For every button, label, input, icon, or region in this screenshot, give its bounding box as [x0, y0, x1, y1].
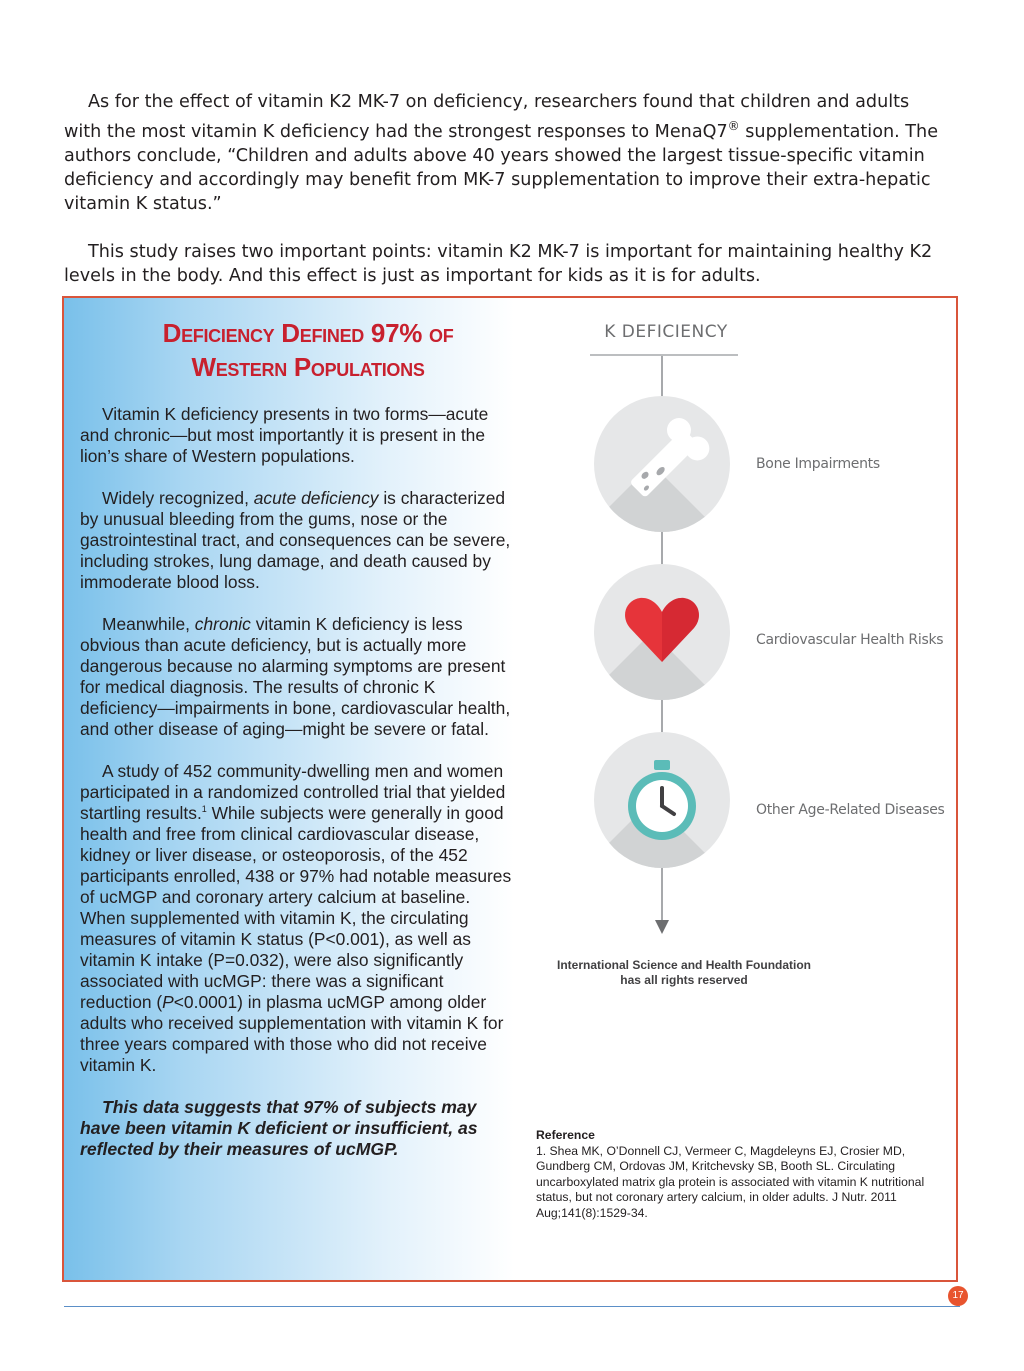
- p3-emphasis: chronic: [194, 614, 251, 634]
- p4-italic-p: P: [162, 992, 174, 1012]
- deficiency-sidebar-box: [62, 296, 958, 1282]
- sidebar-title-line-2: Western Populations: [191, 352, 425, 382]
- reference-text: 1. Shea MK, O’Donnell CJ, Vermeer C, Magdeleyns EJ, Crosier MD, Gundberg CM, Ordovas JM, Kritchevsky SB, Booth SL. Circulating uncarboxylated matrix gla protein is associated with vitamin K nutritional status, but not coronary artery calcium, in older adults. J Nutr. 2011 Aug;141(8):1529-34.: [536, 1143, 925, 1220]
- credit-line-1: International Science and Health Foundation: [556, 958, 812, 972]
- sidebar-title-line-1: [128, 316, 488, 350]
- intro-paragraph-1: [64, 90, 944, 216]
- sidebar-title: [128, 316, 488, 384]
- p2-end: is characterized by unusual bleeding from the gums, nose or the gastrointestinal tract, and consequences can be severe, including strokes, lung damage, and death caused by immoderate blood loss.: [80, 488, 511, 592]
- infographic-credit: [534, 958, 834, 988]
- intro-p1-text-end: supplementation. The authors conclude, “Children and adults above 40 years showed the largest tissue-specific vitamin deficiency and accordingly may benefit from MK-7 supplementation to improve their extra-hepatic vitamin K status.”: [64, 121, 939, 214]
- footer-rule: [64, 1306, 960, 1307]
- p4-middle: While subjects were generally in good health and free from clinical cardiovascular disease, kidney or liver disease, or osteoporosis, of the 452 participants enrolled, 438 or 97% had notable measures of ucMGP and coronary artery calcium at baseline. When supplemented with vitamin K, the circulating measures of vitamin K status (P<0.001), as well as vitamin K intake (P=0.032), were also significantly associated with ucMGP: there was a significant reduction (: [80, 803, 512, 1012]
- sidebar-conclusion: This data suggests that 97% of subjects may have been vitamin K deficient or insufficient, as reflected by their measures of ucMGP.: [80, 1097, 478, 1159]
- registered-mark: ®: [727, 119, 740, 133]
- p2-emphasis: acute deficiency: [253, 488, 379, 508]
- sidebar-paragraph-1: Vitamin K deficiency presents in two forms—acute and chronic—but most importantly it is present in the lion’s share of Western populations.: [80, 404, 489, 466]
- bone-icon: [594, 396, 730, 532]
- p2-start: Widely recognized,: [102, 488, 254, 508]
- label-age-related-diseases: Other Age-Related Diseases: [756, 802, 945, 818]
- reference-block: [536, 1128, 956, 1222]
- infographic-title: K DEFICIENCY: [604, 322, 728, 342]
- intro-paragraph-2: This study raises two important points: vitamin K2 MK-7 is important for maintaining healthy K2 levels in the body. And this effect is just as important for kids as it is for adults.: [64, 241, 933, 286]
- credit-line-2: has all rights reserved: [620, 973, 748, 987]
- stopwatch-graphic: [594, 732, 730, 868]
- label-bone-impairments: Bone Impairments: [756, 456, 880, 472]
- reference-heading: Reference: [536, 1128, 595, 1142]
- p3-end: vitamin K deficiency is less obvious than acute deficiency, but is actually more dangerous because no alarming symptoms are present for medical diagnosis. The results of chronic K deficiency—impairments in bone, cardiovascular health, and other disease of aging—might be severe or fatal.: [80, 614, 511, 739]
- heart-graphic: [594, 564, 730, 700]
- down-arrow-icon: [655, 920, 669, 934]
- infographic-title-underline: [590, 354, 738, 356]
- bone-graphic: [594, 396, 730, 532]
- p4-end: <0.0001) in plasma ucMGP among older adults who received supplementation with vitamin K for three years compared with those who did not receive vitamin K.: [80, 992, 504, 1075]
- sidebar-paragraph-2: [80, 488, 516, 593]
- title-part-b: 97%: [364, 318, 429, 348]
- label-cardiovascular-risks: Cardiovascular Health Risks: [756, 632, 944, 648]
- intro-text: [64, 90, 944, 312]
- intro-p1-text: As for the effect of vitamin K2 MK-7 on deficiency, researchers found that children and adults with the most vitamin K deficiency had the strongest responses to MenaQ7: [64, 92, 910, 142]
- p3-start: Meanwhile,: [102, 614, 195, 634]
- title-part-c: of: [429, 318, 454, 348]
- k-deficiency-infographic: [534, 310, 954, 1030]
- p4-start: A study of 452 community-dwelling men and women participated in a randomized controlled trial that yielded startling results.: [80, 761, 506, 823]
- stopwatch-icon: [594, 732, 730, 868]
- sidebar-body: [80, 404, 516, 1181]
- page-number: 17: [948, 1286, 968, 1306]
- sidebar-paragraph-3: [80, 614, 516, 740]
- title-part-a: Deficiency Defined: [162, 318, 364, 348]
- footnote-ref: 1: [201, 804, 207, 815]
- sidebar-paragraph-4: [80, 761, 516, 1076]
- heart-icon: [594, 564, 730, 700]
